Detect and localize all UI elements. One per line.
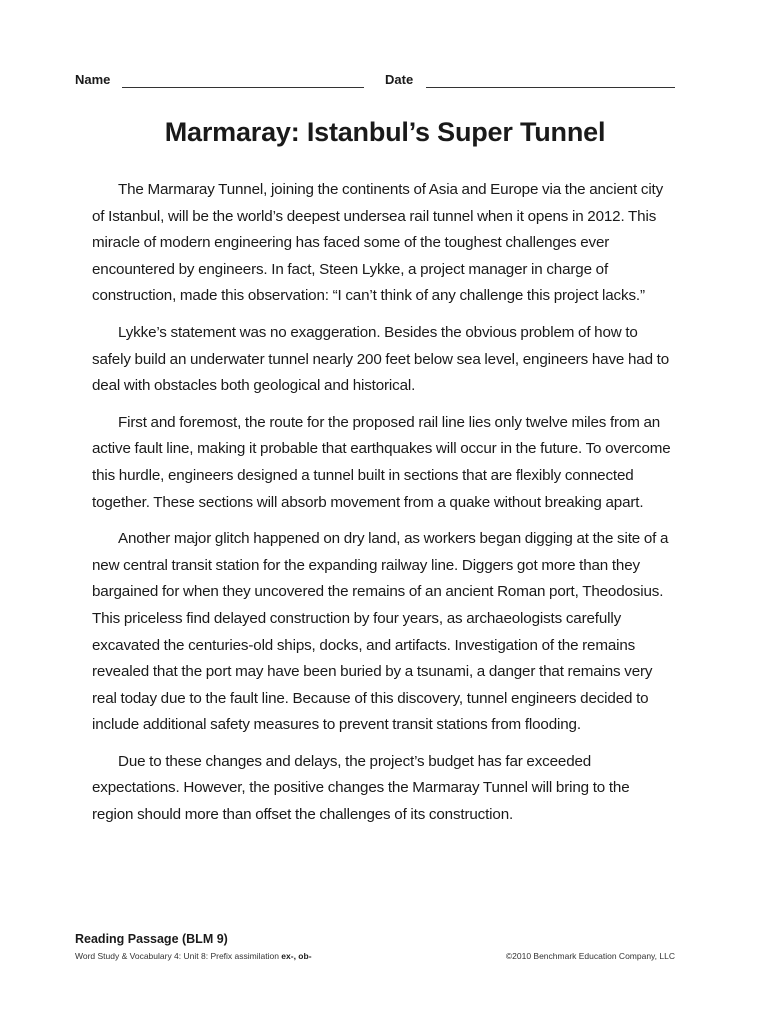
paragraph-3: First and foremost, the route for the proposed rail line lies only twelve miles from an active fault line, making it probable that earthquakes will occur in the future. To overcome this hurdle, engineers designed a tunnel built in sections that are flexibly connected together. These sections will absorb movement from a quake without breaking apart. bbox=[92, 413, 671, 511]
footer-title: Reading Passage (BLM 9) bbox=[75, 932, 228, 946]
paragraph-1: The Marmaray Tunnel, joining the continents of Asia and Europe via the ancient city of Istanbul, will be the world’s deepest undersea rail tunnel when it opens in 2012. This miracle of modern engineering has faced some of the toughest challenges ever encountered by engineers. In fact, Steen Lykke, a project manager in charge of construction, made this observation: “I can’t think of any challenge this project lacks.” bbox=[92, 181, 664, 305]
date-line[interactable] bbox=[426, 87, 675, 88]
footer-copyright: ©2010 Benchmark Education Company, LLC bbox=[505, 951, 675, 961]
name-line[interactable] bbox=[122, 87, 364, 88]
footer-course-info bbox=[75, 951, 312, 961]
paragraph-2: Lykke’s statement was no exaggeration. Besides the obvious problem of how to safely build an underwater tunnel nearly 200 feet below sea level, engineers have had to deal with obstacles both geological and historical. bbox=[92, 323, 669, 395]
name-date-header bbox=[75, 72, 675, 92]
reading-passage bbox=[92, 177, 672, 839]
paragraph-4: Another major glitch happened on dry land, as workers began digging at the site of a new central transit station for the expanding railway line. Diggers got more than they bargained for when they uncovered the remains of an ancient Roman port, Theodosius. This priceless find delayed construction by four years, as archaeologists carefully excavated the centuries-old ships, docks, and artifacts. Investigation of the remains revealed that the port may have been buried by a tsunami, a danger that remains very real today due to the fault line. Because of this discovery, tunnel engineers decided to include additional safety measures to prevent transit stations from flooding. bbox=[92, 530, 669, 734]
date-label: Date bbox=[385, 72, 414, 87]
footer-course-text: Word Study & Vocabulary 4: Unit 8: Prefix assimilation bbox=[75, 951, 282, 961]
footer-course-prefixes: ex-, ob- bbox=[281, 951, 312, 961]
paragraph-5: Due to these changes and delays, the project’s budget has far exceeded expectations. However, the positive changes the Marmaray Tunnel will bring to the region should more than offset the challenges of its construction. bbox=[92, 752, 630, 824]
page-title: Marmaray: Istanbul’s Super Tunnel bbox=[164, 117, 606, 147]
name-label: Name bbox=[75, 72, 111, 87]
